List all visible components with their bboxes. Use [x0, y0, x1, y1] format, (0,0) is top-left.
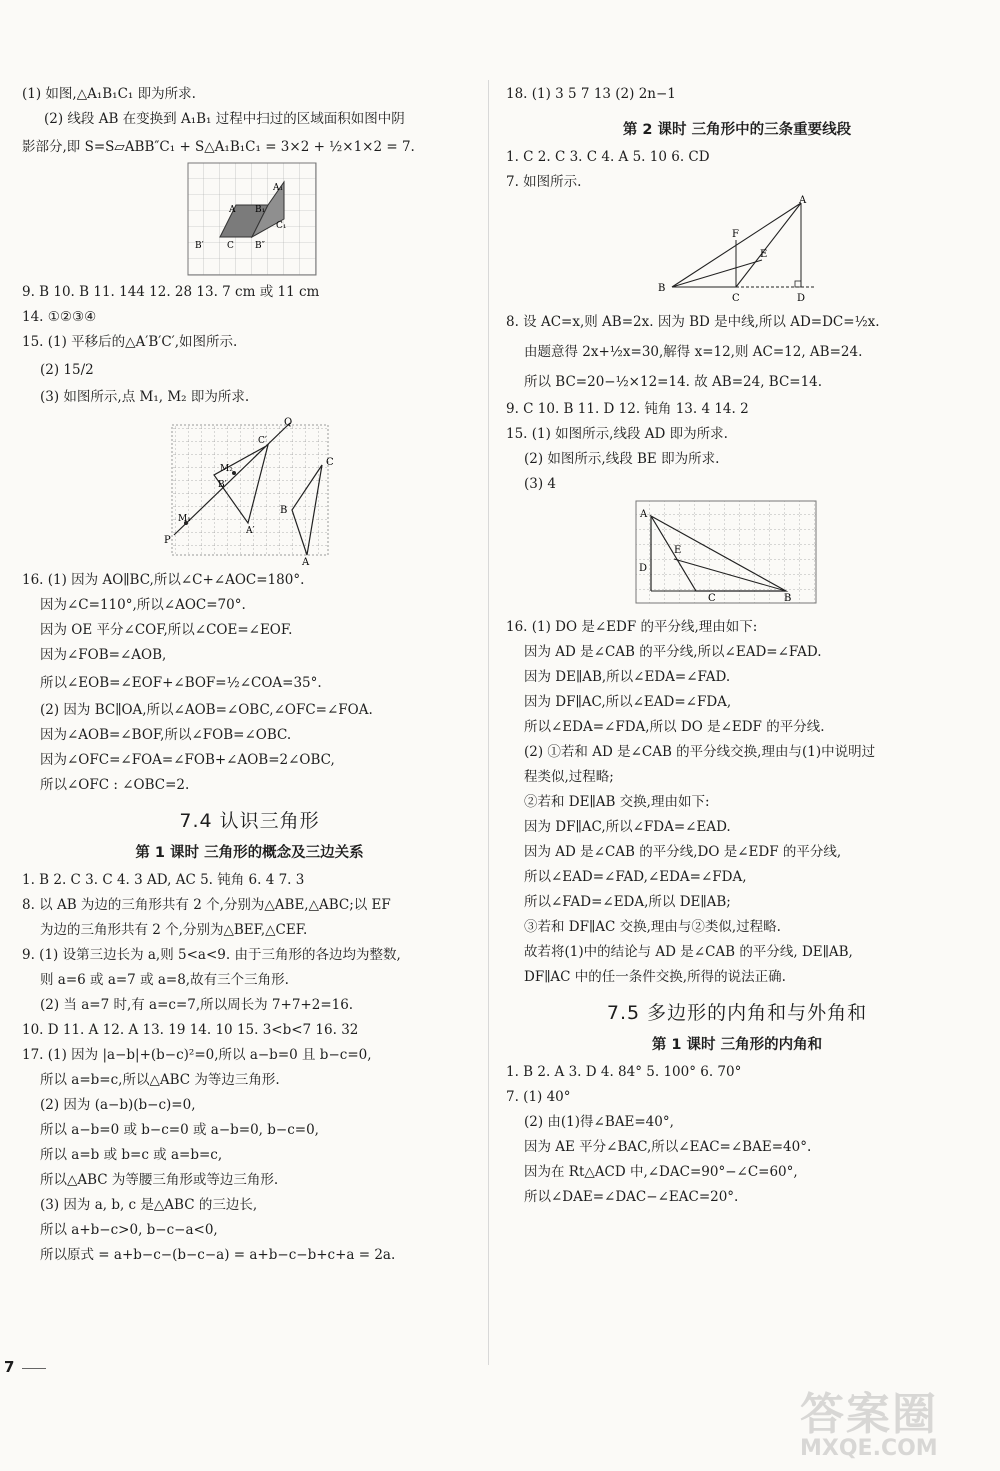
answer-9b-line2: 则 a=6 或 a=7 或 a=8,故有三个三角形. [40, 972, 289, 988]
label-e: E [760, 249, 768, 260]
answer-8b-line1: 8. 以 AB 为边的三角形共有 2 个,分别为△ABE,△ABC;以 EF [22, 897, 391, 913]
label-b2: B [280, 505, 288, 516]
answer-17-line1: 17. (1) 因为 |a−b|+(b−c)²=0,所以 a−b=0 且 b−c=0, [22, 1047, 372, 1063]
answer-8-line3-r: 所以 BC=20−½×12=14. 故 AB=24, BC=14. [524, 374, 823, 390]
grid-figure-2 [162, 415, 342, 565]
label-a: A [640, 509, 648, 520]
answer-17-line6: 所以△ABC 为等腰三角形或等边三角形. [40, 1172, 279, 1188]
answer-15-line2-r: (2) 如图所示,线段 BE 即为所求. [524, 451, 720, 467]
right-column [506, 82, 968, 1210]
label-c-prime: C′ [258, 436, 267, 446]
watermark-logo: 答案圈 [800, 1389, 938, 1440]
grid-figure-4 [634, 499, 824, 607]
answer-16-line1-r: 16. (1) DO 是∠EDF 的平分线,理由如下: [506, 619, 758, 635]
answer-15-line2: (2) 15/2 [40, 362, 94, 378]
answer-16-line5-r: 所以∠EDA=∠FDA,所以 DO 是∠EDF 的平分线. [524, 719, 825, 735]
lesson-title-7-5-1: 第 1 课时 三角形的内角和 [651, 1037, 823, 1053]
triangle-figure-3 [656, 195, 856, 305]
section-title-7-5: 7.5 多边形的内角和与外角和 [606, 1002, 868, 1024]
answer-7b-line4: 因为在 Rt△ACD 中,∠DAC=90°−∠C=60°, [524, 1164, 798, 1180]
answer-8-line1-r: 8. 设 AC=x,则 AB=2x. 因为 BD 是中线,所以 AD=DC=½x. [506, 314, 880, 330]
answer-16-line2: 因为∠C=110°,所以∠AOC=70°. [40, 597, 246, 613]
answer-16-line3: 因为 OE 平分∠COF,所以∠COE=∠EOF. [40, 622, 293, 638]
answers-9-13: 9. B 10. B 11. 144 12. 28 13. 7 cm 或 11 cm [22, 284, 320, 300]
label-e: E [674, 545, 682, 556]
answers-9-14: 9. C 10. B 11. D 12. 钝角 13. 4 14. 2 [506, 401, 749, 417]
answers-1-6: 1. C 2. C 3. C 4. A 5. 10 6. CD [506, 149, 710, 165]
answer-18: 18. (1) 3 5 7 13 (2) 2n−1 [506, 86, 676, 102]
lesson-title-7-4-1: 第 1 课时 三角形的概念及三边关系 [135, 845, 364, 861]
answer-7b-line5: 所以∠DAE=∠DAC−∠EAC=20°. [524, 1189, 739, 1205]
answer-16-line15-r: DF∥AC 中的任一条件交换,所得的说法正确. [524, 969, 786, 985]
answer-17-line5: 所以 a=b 或 b=c 或 a=b=c, [40, 1147, 223, 1163]
answer-7b-line2: (2) 由(1)得∠BAE=40°, [524, 1114, 674, 1130]
answer-17-line9: 所以原式 = a+b−c−(b−c−a) = a+b−c−b+c+a = 2a. [40, 1247, 396, 1263]
answer-17-line4: 所以 a−b=0 或 b−c=0 或 a−b=0, b−c=0, [40, 1122, 319, 1138]
label-m2: M₂ [220, 464, 233, 474]
grid-figure-1 [187, 162, 317, 277]
label-a2: A [302, 557, 310, 565]
answer-16-line9-r: 因为 DF∥AC,所以∠FDA=∠EAD. [524, 819, 731, 835]
label-b-dprime: B″ [255, 241, 265, 251]
page-number: 7 [4, 1358, 15, 1376]
answer-16-line14-r: 故若将(1)中的结论与 AD 是∠CAB 的平分线, DE∥AB, [524, 944, 853, 960]
label-c: C [708, 593, 716, 604]
label-p: P [164, 535, 171, 546]
answer-17-line8: 所以 a+b−c>0, b−c−a<0, [40, 1222, 218, 1238]
answer-16-line4: 因为∠FOB=∠AOB, [40, 647, 167, 663]
label-b-prime: B′ [218, 480, 227, 490]
label-a-prime: A′ [246, 526, 255, 536]
answer-8-line2-r: 由题意得 2x+½x=30,解得 x=12,则 AC=12, AB=24. [524, 344, 863, 360]
label-q: Q [284, 417, 293, 428]
answer-16-line8-r: ②若和 DE∥AB 交换,理由如下: [524, 794, 710, 810]
answer-15-line3-r: (3) 4 [524, 476, 557, 492]
answer-16-line9: 所以∠OFC : ∠OBC=2. [40, 777, 190, 793]
answer-16-line11-r: 所以∠EAD=∠FAD,∠EDA=∠FDA, [524, 869, 747, 885]
answers-1-6-b: 1. B 2. A 3. D 4. 84° 5. 100° 6. 70° [506, 1064, 742, 1080]
label-a: A [799, 195, 807, 206]
figure-translation [22, 410, 477, 568]
answers-10-16: 10. D 11. A 12. A 13. 19 14. 10 15. 3<b<7 16. 32 [22, 1022, 359, 1038]
column-divider [488, 80, 489, 1365]
answer-16-line3-r: 因为 DE∥AB,所以∠EDA=∠FAD. [524, 669, 731, 685]
label-f: F [732, 229, 739, 240]
answer-16-line7-r: 程类似,过程略; [524, 769, 614, 785]
label-a1: A₁ [273, 183, 284, 193]
answer-9b-line1: 9. (1) 设第三边长为 a,则 5<a<9. 由于三角形的各边均为整数, [22, 947, 401, 963]
answer-17-line7: (3) 因为 a, b, c 是△ABC 的三边长, [40, 1197, 258, 1213]
answer-16-line1: 16. (1) 因为 AO∥BC,所以∠C+∠AOC=180°. [22, 572, 305, 588]
answer-16-line10-r: 因为 AD 是∠CAB 的平分线,DO 是∠EDF 的平分线, [524, 844, 842, 860]
answer-15-line3: (3) 如图所示,点 M₁, M₂ 即为所求. [40, 389, 250, 405]
answer-9b-line3: (2) 当 a=7 时,有 a=c=7,所以周长为 7+7+2=16. [40, 997, 354, 1013]
watermark-url: MXQE.COM [800, 1436, 938, 1461]
answer-17-line3: (2) 因为 (a−b)(b−c)=0, [40, 1097, 196, 1113]
answer-14: 14. ①②③④ [22, 309, 97, 325]
answer-7: 7. 如图所示. [506, 174, 582, 190]
label-b: B [658, 283, 666, 294]
label-a: A [229, 205, 236, 215]
label-c: C [227, 241, 234, 251]
answer-8b-line2: 为边的三角形共有 2 个,分别为△BEF,△CEF. [40, 922, 308, 938]
answer-16-line13-r: ③若和 DF∥AC 交换,理由与②类似,过程略. [524, 919, 781, 935]
answer-16-line4-r: 因为 DF∥AC,所以∠EAD=∠FDA, [524, 694, 732, 710]
label-b-prime: B′ [195, 241, 204, 251]
answer-8-line2: (2) 线段 AB 在变换到 A₁B₁ 过程中扫过的区域面积如图中阴 [44, 111, 405, 127]
page-number-rule [22, 1368, 46, 1369]
answer-16-line12-r: 所以∠FAD=∠EDA,所以 DE∥AB; [524, 894, 731, 910]
label-d: D [797, 293, 806, 304]
label-b1: B₁ [255, 205, 266, 215]
label-c2: C [326, 457, 334, 468]
answer-17-line2: 所以 a=b=c,所以△ABC 为等边三角形. [40, 1072, 280, 1088]
label-d: D [639, 563, 648, 574]
answer-16-line6: (2) 因为 BC∥OA,所以∠AOB=∠OBC,∠OFC=∠FOA. [40, 702, 373, 718]
answer-16-line8: 因为∠OFC=∠FOA=∠FOB+∠AOB=2∠OBC, [40, 752, 335, 768]
answer-16-line6-r: (2) ①若和 AD 是∠CAB 的平分线交换,理由与(1)中说明过 [524, 744, 876, 760]
label-c: C [732, 293, 740, 304]
answer-8-line1: (1) 如图,△A₁B₁C₁ 即为所求. [22, 86, 196, 102]
answer-15-line1: 15. (1) 平移后的△A′B′C′,如图所示. [22, 334, 238, 350]
answer-7b-line3: 因为 AE 平分∠BAC,所以∠EAC=∠BAE=40°. [524, 1139, 812, 1155]
answer-7b-line1: 7. (1) 40° [506, 1089, 571, 1105]
answers-1-7: 1. B 2. C 3. C 4. 3 AD, AC 5. 钝角 6. 4 7. 3 [22, 872, 305, 888]
answer-16-line2-r: 因为 AD 是∠CAB 的平分线,所以∠EAD=∠FAD. [524, 644, 822, 660]
label-c1: C₁ [276, 221, 287, 231]
label-m1: M₁ [178, 514, 191, 524]
answer-15-line1-r: 15. (1) 如图所示,线段 AD 即为所求. [506, 426, 728, 442]
answer-16-line7: 因为∠AOB=∠BOF,所以∠FOB=∠OBC. [40, 727, 292, 743]
section-title-7-4: 7.4 认识三角形 [179, 810, 320, 832]
left-column [22, 82, 477, 1268]
figure-shaded-area [22, 162, 477, 280]
answer-16-line5: 所以∠EOB=∠EOF+∠BOF=½∠COA=35°. [40, 675, 322, 691]
watermark [800, 1378, 990, 1468]
label-b: B [784, 593, 792, 604]
lesson-title-7-4-2: 第 2 课时 三角形中的三条重要线段 [622, 122, 852, 138]
answer-8-line3: 影部分,即 S=S▱ABB″C₁ + S△A₁B₁C₁ = 3×2 + ½×1×2 = 7. [22, 139, 415, 155]
figure-grid-triangle [506, 497, 968, 615]
figure-altitudes [506, 195, 968, 307]
